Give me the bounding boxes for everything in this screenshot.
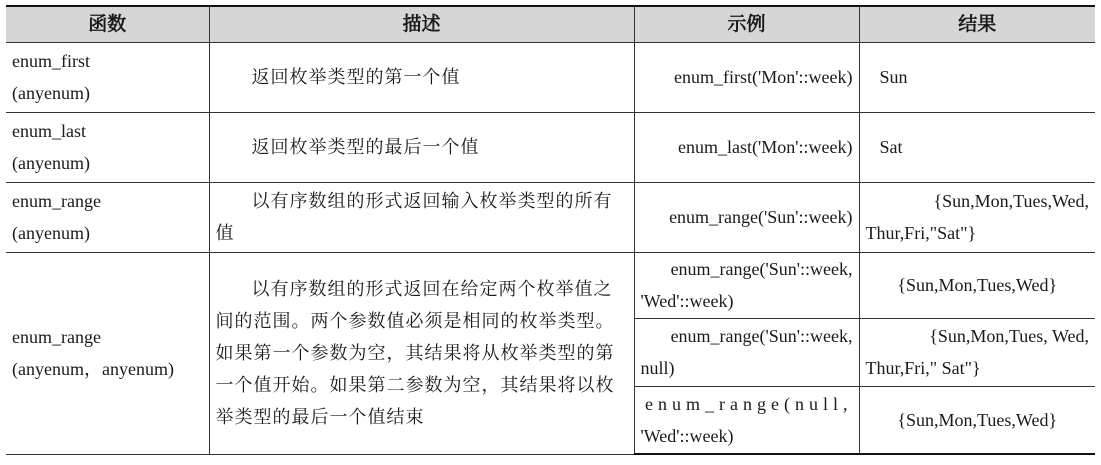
description-cell: 以有序数组的形式返回在给定两个枚举值之间的范围。两个参数值必须是相同的枚举类型。如果第一个参数为空，其结果将从枚举类型的第一个值开始。如果第二参数为空，其结果将以枚举类型的最后一个值结束 <box>209 252 634 454</box>
example-cell <box>634 318 859 386</box>
function-cell <box>6 42 209 112</box>
function-cell <box>6 112 209 182</box>
function-args: (anyenum) <box>12 153 90 173</box>
enum-functions-table <box>6 5 1095 455</box>
result-cell: {Sun,Mon,Tues,Wed} <box>859 252 1095 318</box>
example-cell: enum_first('Mon'::week) <box>634 42 859 112</box>
description-cell: 返回枚举类型的第一个值 <box>209 42 634 112</box>
description-cell: 以有序数组的形式返回输入枚举类型的所有值 <box>209 182 634 252</box>
function-name: enum_first <box>12 51 90 71</box>
header-description: 描述 <box>209 6 634 42</box>
function-cell <box>6 252 209 454</box>
function-name: enum_range <box>12 327 101 347</box>
table-row <box>6 182 1095 252</box>
header-result: 结果 <box>859 6 1095 42</box>
result-cell: Sat <box>859 112 1095 182</box>
example-cell <box>634 252 859 318</box>
function-cell <box>6 182 209 252</box>
table-header-row <box>6 6 1095 42</box>
result-line: Thur,Fri," Sat"} <box>865 358 981 378</box>
example-cell: enum_last('Mon'::week) <box>634 112 859 182</box>
header-example: 示例 <box>634 6 859 42</box>
result-cell <box>859 318 1095 386</box>
example-line: enum_range(null, <box>645 393 853 414</box>
example-line: 'Wed'::week) <box>640 425 734 446</box>
table-row <box>6 42 1095 112</box>
function-name: enum_last <box>12 121 86 141</box>
table-row <box>6 112 1095 182</box>
example-line: null) <box>640 358 675 378</box>
function-args: (anyenum，anyenum) <box>12 359 174 379</box>
example-cell: enum_range('Sun'::week) <box>634 182 859 252</box>
header-function: 函数 <box>6 6 209 42</box>
description-cell: 返回枚举类型的最后一个值 <box>209 112 634 182</box>
function-name: enum_range <box>12 191 101 211</box>
function-args: (anyenum) <box>12 223 90 243</box>
example-line: enum_range('Sun'::week, <box>670 259 853 279</box>
result-cell: Sun <box>859 42 1095 112</box>
table-row <box>6 252 1095 318</box>
result-line: {Sun,Mon,Tues, Wed, <box>929 326 1089 346</box>
example-line: 'Wed'::week) <box>640 291 734 311</box>
example-line: enum_range('Sun'::week, <box>670 326 853 346</box>
result-cell: {Sun,Mon,Tues,Wed} <box>859 386 1095 454</box>
function-args: (anyenum) <box>12 83 90 103</box>
example-cell <box>634 386 859 454</box>
result-line: Thur,Fri,"Sat"} <box>865 223 977 243</box>
result-cell <box>859 182 1095 252</box>
result-line: {Sun,Mon,Tues,Wed, <box>933 191 1089 211</box>
